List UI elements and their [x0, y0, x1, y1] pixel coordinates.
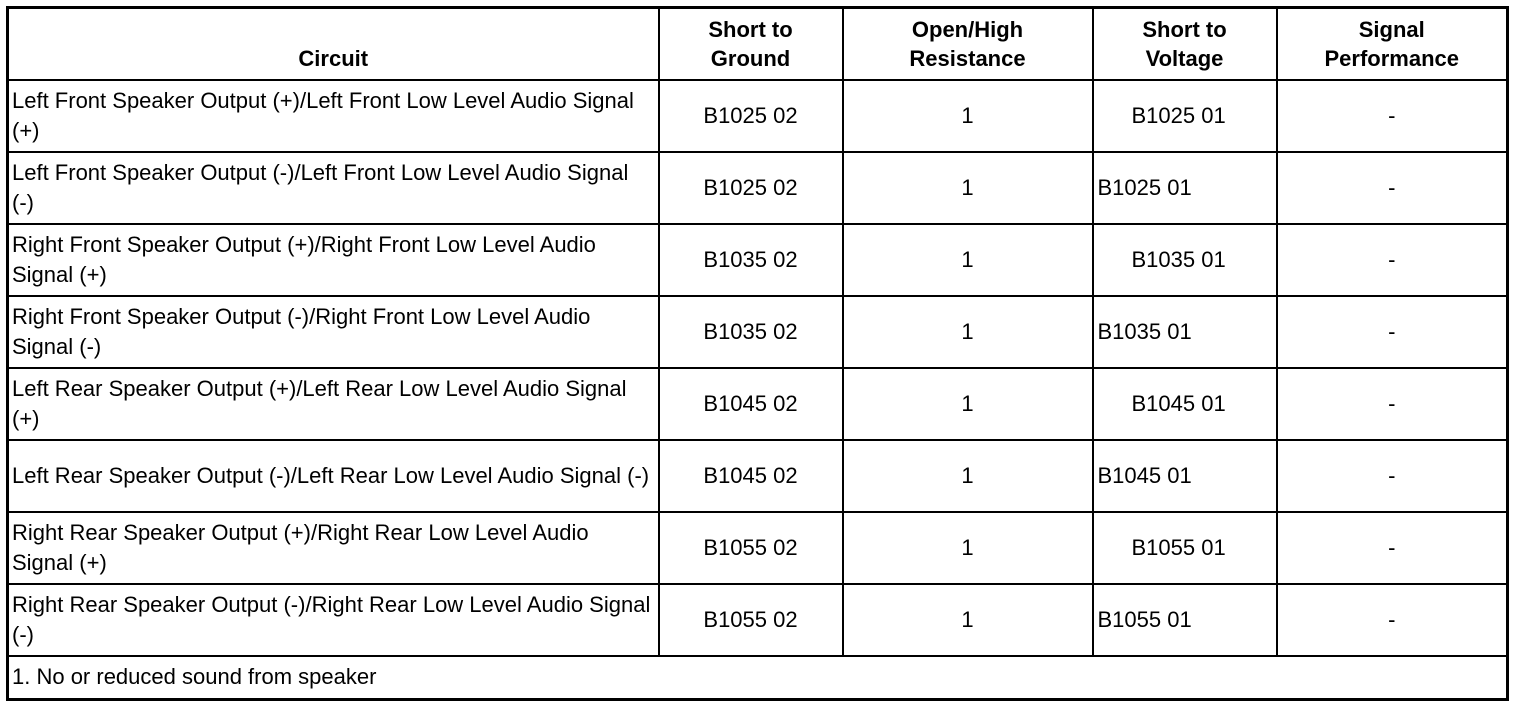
- table-body: [8, 80, 1508, 700]
- circuit-cell: Right Front Speaker Output (+)/Right Front Low Level Audio Signal (+): [8, 224, 659, 296]
- circuit-cell: Left Rear Speaker Output (+)/Left Rear Low Level Audio Signal (+): [8, 368, 659, 440]
- short-to-ground-cell: B1025 02: [659, 152, 843, 224]
- short-to-voltage-cell: B1025 01: [1093, 80, 1277, 152]
- short-to-voltage-cell: B1035 01: [1093, 296, 1277, 368]
- signal-performance-cell: -: [1277, 80, 1508, 152]
- circuit-cell: Right Rear Speaker Output (-)/Right Rear Low Level Audio Signal (-): [8, 584, 659, 656]
- short-to-ground-cell: B1055 02: [659, 512, 843, 584]
- header-short-to-ground: Short to Ground: [659, 8, 843, 80]
- open-high-resistance-cell: 1: [843, 440, 1093, 512]
- header-open-high-resistance: Open/High Resistance: [843, 8, 1093, 80]
- table-row: [8, 512, 1508, 584]
- table-header: [8, 8, 1508, 80]
- signal-performance-cell: -: [1277, 368, 1508, 440]
- circuit-cell: Left Front Speaker Output (-)/Left Front Low Level Audio Signal (-): [8, 152, 659, 224]
- footnote-row: [8, 656, 1508, 700]
- table-row: [8, 152, 1508, 224]
- circuit-cell: Left Rear Speaker Output (-)/Left Rear Low Level Audio Signal (-): [8, 440, 659, 512]
- table-row: [8, 80, 1508, 152]
- signal-performance-cell: -: [1277, 152, 1508, 224]
- short-to-voltage-cell: B1045 01: [1093, 368, 1277, 440]
- header-circuit: Circuit: [8, 8, 659, 80]
- open-high-resistance-cell: 1: [843, 296, 1093, 368]
- table-row: [8, 584, 1508, 656]
- short-to-voltage-cell: B1055 01: [1093, 584, 1277, 656]
- circuit-cell: Right Rear Speaker Output (+)/Right Rear Low Level Audio Signal (+): [8, 512, 659, 584]
- open-high-resistance-cell: 1: [843, 584, 1093, 656]
- short-to-ground-cell: B1055 02: [659, 584, 843, 656]
- signal-performance-cell: -: [1277, 584, 1508, 656]
- short-to-voltage-cell: B1055 01: [1093, 512, 1277, 584]
- short-to-voltage-cell: B1035 01: [1093, 224, 1277, 296]
- footnote-text: 1. No or reduced sound from speaker: [8, 656, 1508, 700]
- signal-performance-cell: -: [1277, 512, 1508, 584]
- short-to-ground-cell: B1045 02: [659, 368, 843, 440]
- table-row: [8, 296, 1508, 368]
- table-row: [8, 224, 1508, 296]
- open-high-resistance-cell: 1: [843, 80, 1093, 152]
- signal-performance-cell: -: [1277, 224, 1508, 296]
- short-to-ground-cell: B1045 02: [659, 440, 843, 512]
- open-high-resistance-cell: 1: [843, 152, 1093, 224]
- short-to-ground-cell: B1025 02: [659, 80, 843, 152]
- circuit-cell: Right Front Speaker Output (-)/Right Front Low Level Audio Signal (-): [8, 296, 659, 368]
- circuit-cell: Left Front Speaker Output (+)/Left Front Low Level Audio Signal (+): [8, 80, 659, 152]
- circuit-dtc-table: [6, 6, 1509, 701]
- header-row: [8, 8, 1508, 80]
- header-signal-performance: Signal Performance: [1277, 8, 1508, 80]
- signal-performance-cell: -: [1277, 440, 1508, 512]
- header-short-to-voltage: Short to Voltage: [1093, 8, 1277, 80]
- short-to-voltage-cell: B1025 01: [1093, 152, 1277, 224]
- short-to-ground-cell: B1035 02: [659, 224, 843, 296]
- open-high-resistance-cell: 1: [843, 368, 1093, 440]
- short-to-voltage-cell: B1045 01: [1093, 440, 1277, 512]
- table-row: [8, 440, 1508, 512]
- table-row: [8, 368, 1508, 440]
- open-high-resistance-cell: 1: [843, 512, 1093, 584]
- signal-performance-cell: -: [1277, 296, 1508, 368]
- dtc-table-container: [6, 6, 1509, 701]
- open-high-resistance-cell: 1: [843, 224, 1093, 296]
- short-to-ground-cell: B1035 02: [659, 296, 843, 368]
